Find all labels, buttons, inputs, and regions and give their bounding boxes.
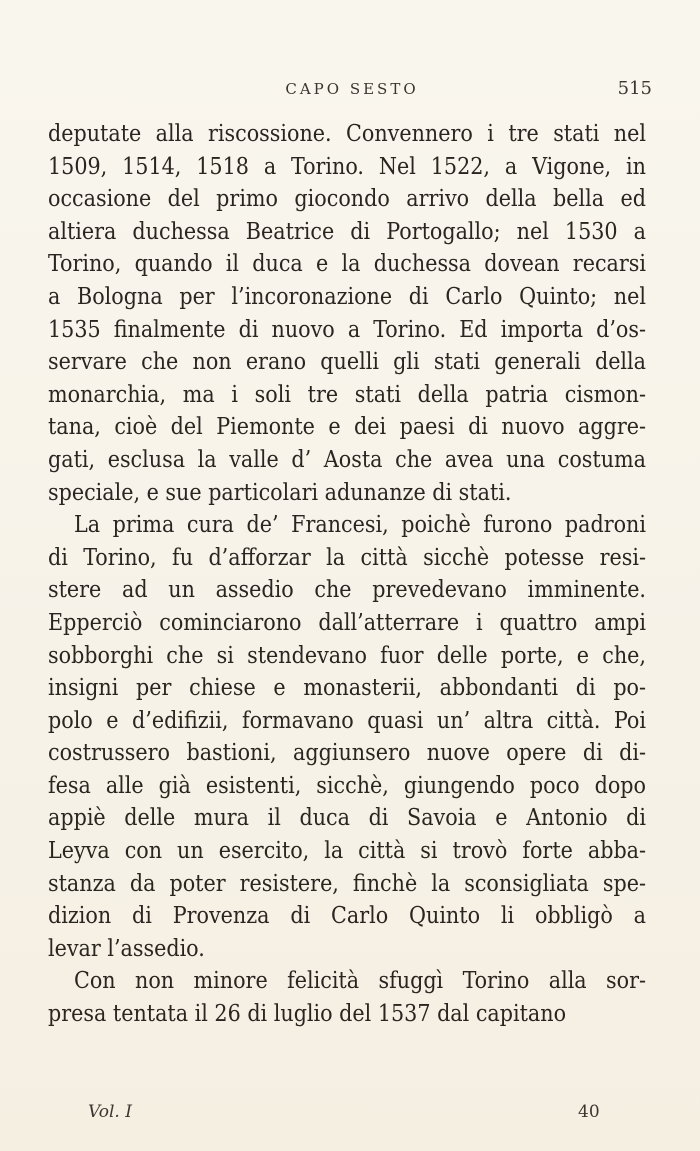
- text-line: dizion di Provenza di Carlo Quinto li obbligò a: [48, 903, 646, 930]
- paragraph: [48, 509, 646, 965]
- signature-number: 40: [578, 1102, 600, 1122]
- text-line: Con non minore felicità sfuggì Torino alla sor-: [74, 968, 646, 995]
- paragraph: [48, 965, 646, 1030]
- text-line: stere ad un assedio che prevedevano imminente.: [48, 577, 646, 604]
- text-line: levar l’assedio.: [48, 935, 205, 962]
- text-line: insigni per chiese e monasterii, abbondanti di po-: [48, 675, 646, 702]
- text-line: polo e d’edifizii, formavano quasi un’ altra città. Poi: [48, 707, 646, 734]
- text-line: servare che non erano quelli gli stati generali della: [48, 349, 646, 376]
- text-line: gati, esclusa la valle d’ Aosta che avea una costuma: [48, 446, 646, 473]
- text-line: altiera duchessa Beatrice di Portogallo; nel 1530 a: [48, 218, 646, 245]
- text-line: Leyva con un esercito, la città si trovò forte abba-: [48, 838, 646, 865]
- text-line: presa tentata il 26 di luglio del 1537 dal capitano: [48, 1001, 567, 1028]
- text-line: monarchia, ma i soli tre stati della patria cismon-: [48, 381, 646, 408]
- text-line: La prima cura de’ Francesi, poichè furono padroni: [74, 512, 646, 539]
- running-head: [48, 80, 656, 104]
- paragraph: [48, 118, 646, 509]
- text-line: occasione del primo giocondo arrivo della bella ed: [48, 186, 646, 213]
- text-line: 1535 finalmente di nuovo a Torino. Ed importa d’os-: [48, 316, 646, 343]
- text-line: a Bologna per l’incoronazione di Carlo Quinto; nel: [48, 283, 646, 310]
- text-line: appiè delle mura il duca di Savoia e Antonio di: [48, 805, 646, 832]
- text-line: di Torino, fu d’afforzar la città sicchè potesse resi-: [48, 544, 646, 571]
- text-line: Epperciò cominciarono dall’atterrare i quattro ampi: [48, 609, 646, 636]
- text-line: Torino, quando il duca e la duchessa dovean recarsi: [48, 251, 646, 278]
- text-line: fesa alle già esistenti, sicchè, giungendo poco dopo: [48, 772, 646, 799]
- running-title: CAPO SESTO: [285, 80, 419, 98]
- text-line: speciale, e sue particolari adunanze di stati.: [48, 479, 512, 506]
- text-line: tana, cioè del Piemonte e dei paesi di nuovo aggre-: [48, 414, 646, 441]
- page-number: 515: [617, 78, 652, 99]
- text-line: costrussero bastioni, aggiunsero nuove opere di di-: [48, 740, 646, 767]
- text-line: stanza da poter resistere, finchè la sconsigliata spe-: [48, 870, 646, 897]
- page-footer: [48, 1102, 656, 1126]
- text-line: sobborghi che si stendevano fuor delle porte, e che,: [48, 642, 646, 669]
- volume-signature: Vol. I: [88, 1102, 132, 1122]
- body-text: [48, 118, 646, 1031]
- text-line: deputate alla riscossione. Convennero i tre stati nel: [48, 121, 646, 147]
- text-line: 1509, 1514, 1518 a Torino. Nel 1522, a Vigone, in: [48, 153, 646, 180]
